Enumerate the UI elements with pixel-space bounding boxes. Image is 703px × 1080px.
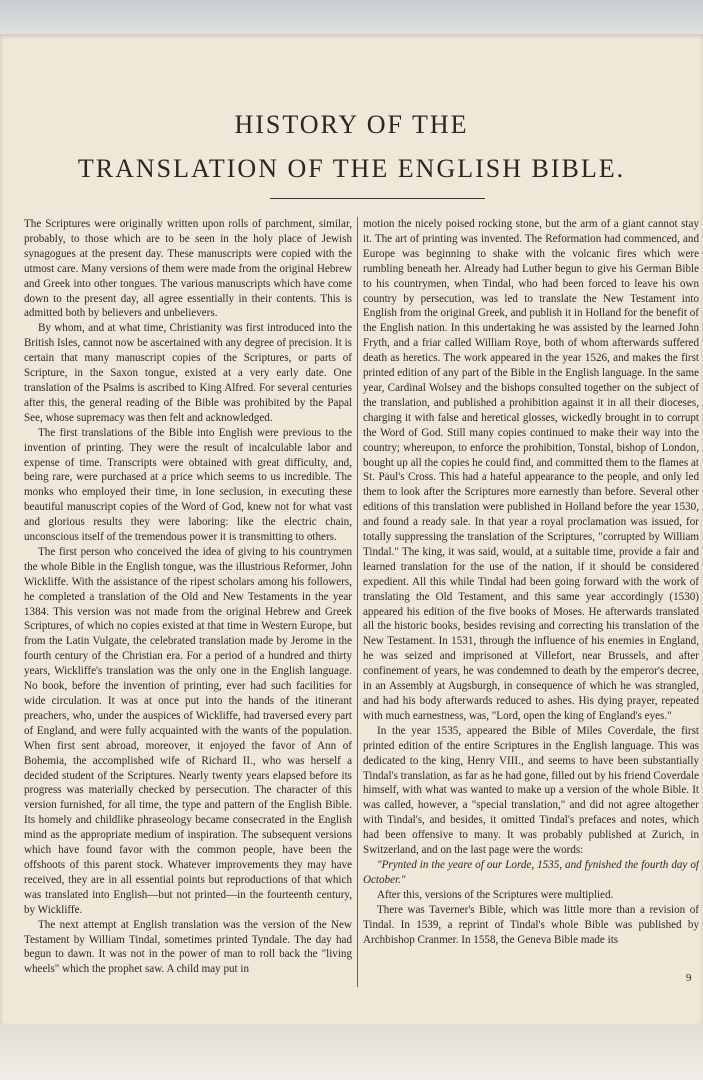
scan-bottom-border [0, 1024, 703, 1080]
paragraph: The first translations of the Bible into English were previous to the invention of printing. They were the result of incalculable labor and expense of time. Transcripts were obtained with great difficulty, and, being rare, were purchased at a price which seems to us incredible. The monks who employed their time, in lone seclusion, in executing these beautiful manuscript copies of the Word of God, knew not for what vast and glorious results they were laboring: like the electric chain, unconscious itself of the tremendous power it is transmitting to others. [24, 426, 352, 544]
paragraph: The Scriptures were originally written upon rolls of parchment, similar, probably, to those which are to be seen in the holy place of Jewish synagogues at the present day. These manuscripts were copied with the utmost care. Many versions of them were made from the original Hebrew and Greek into other tongues. The various manuscripts which have come down to the present day, all agree essentially in their contents. This is admitted both by believers and unbelievers. [24, 218, 352, 320]
paragraph: By whom, and at what time, Christianity was first introduced into the British Isles, cannot now be ascertained with any degree of precision. It is certain that many manuscript copies of the Scriptures, or parts of Scripture, in the Saxon tongue, existed at a very early date. One translation of the Psalms is ascribed to King Alfred. For several centuries after this, the general reading of the Bible was prohibited by the Papal See, whose supremacy was then felt and acknowledged. [24, 322, 352, 424]
paragraph: There was Taverner's Bible, which was little more than a revision of Tindal. In 1539, a reprint of Tindal's whole Bible was published by Archbishop Cranmer. In 1558, the Geneva Bible made its [363, 903, 699, 946]
scan-top-border [0, 0, 703, 34]
paragraph: After this, versions of the Scriptures were multiplied. [377, 888, 614, 901]
paragraph: The first person who conceived the idea of giving to his countrymen the whole Bible in the English tongue, was the illustrious Reformer, John Wickliffe. With the assistance of the ripest scholars among his followers, he completed a translation of the Old and New Testaments in the year 1384. This version was not made from the original Hebrew and Greek Scriptures, of which no copies existed at that time in Western Europe, but from the Latin Vulgate, the celebrated translation made by Jerome in the fourth century of the Christian era. For a period of a hundred and thirty years, Wickliffe's translation was the only one in the English language. No book, before the invention of printing, ever had such facilities for wide circulation. It was at once put into the hands of the itinerant preachers, who, under the auspices of Wickliffe, had traversed every part of England, and were fully acquainted with the wants of the population. When first sent abroad, moreover, it enjoyed the favor of Ann of Bohemia, the accomplished wife of Richard II., who was herself a decided student of the Scriptures. Nearly twenty years elapsed before its progress was materially checked by persecution. The character of this version furnished, for all time, the type and pattern of the English Bible. Its homely and childlike phraseology became consecrated in the English mind as the appropriate medium of inspiration. The subsequent versions which have found favor with the common people, have been the offshoots of this parent stock. Whatever improvements they may have received, they are in all essential points but reproductions of that which was translated into English—but not printed—in the fourteenth century, by Wickliffe. [24, 545, 352, 916]
title-line-2: TRANSLATION OF THE ENGLISH BIBLE. [77, 154, 626, 183]
quotation: "Prynted in the yeare of our Lorde, 1535, and fynished the fourth day of October." [363, 858, 699, 886]
left-text-column [24, 217, 352, 987]
paragraph: motion the nicely poised rocking stone, but the arm of a giant cannot stay it. The art of printing was invented. The Reformation had commenced, and Europe was beginning to shake with the volcanic fires which were rumbling beneath her. Already had Luther begun to give his German Bible to his countrymen, when Tindal, who had been forced to leave his own country by persecution, was led to translate the New Testament into English from the original Greek, and publish it in Holland for the benefit of the English nation. In this undertaking he was assisted by the learned John Fryth, and a friar called William Roye, both of whom afterwards suffered death as heretics. The work appeared in the year 1526, and makes the first printed edition of any part of the Bible in the English language. In the same year, Cardinal Wolsey and the bishops consulted together on the subject of the translation, and published a prohibition against it in all their dioceses, charging it with false and heretical glosses, wickedly brought in to corrupt the Word of God. Still many copies continued to make their way into the country; whereupon, to enforce the prohibition, Tonstal, bishop of London, bought up all the copies he could find, and committed them to the flames at St. Paul's Cross. This had a hateful appearance to the people, and only led them to look after the Scriptures more earnestly than before. Several other editions of this translation were published in Holland before the year 1530, and found a ready sale. In that year a royal proclamation was issued, for totally suppressing the translation of the Scriptures, "corrupted by William Tindal." The king, it was said, would, at a suitable time, provide a fair and learned translation for the use of the nation, if it should be considered expedient. All this while Tindal had been going forward with the work of translating the Old Testament, and this same year accordingly (1530) appeared his edition of the five books of Moses. He afterwards translated all the historic books, besides revising and correcting his translation of the New Testament. In 1531, through the influence of his enemies in England, he was seized and imprisoned at Villefort, near Brussels, and after confinement of years, he was condemned to death by the emperor's decree, in an Assembly at Augsburgh, in consequence of which he was strangled, and had his body afterwards reduced to ashes. His dying prayer, repeated with much earnestness, was, "Lord, open the king of England's eyes." [363, 218, 699, 722]
page-number: 9 [686, 972, 692, 984]
title-line-1: HISTORY OF THE [234, 110, 469, 139]
right-text-column [363, 217, 699, 987]
paragraph: The next attempt at English translation was the version of the New Testament by William Tindal, sometimes printed Tyndale. The day had begun to dawn. It was not in the power of man to roll back the "living wheels" which the prophet saw. A child may put in [24, 918, 352, 976]
paragraph: In the year 1535, appeared the Bible of Miles Coverdale, the first printed edition of the entire Scriptures in the English language. This was dedicated to the king, Henry VIII., and seems to have been substantially Tindal's translation, as far as he had gone, filled out by his friend Coverdale himself, with what was wanted to make up a version of the whole Bible. It was called, however, a "special translation," and did not agree altogether with Tindal's, and besides, it omitted Tindal's prefaces and notes, which had been offensive to many. It was probably published at Zurich, in Switzerland, and on the last page were the words: [363, 724, 699, 857]
column-divider [357, 217, 358, 987]
title-rule [270, 198, 485, 199]
